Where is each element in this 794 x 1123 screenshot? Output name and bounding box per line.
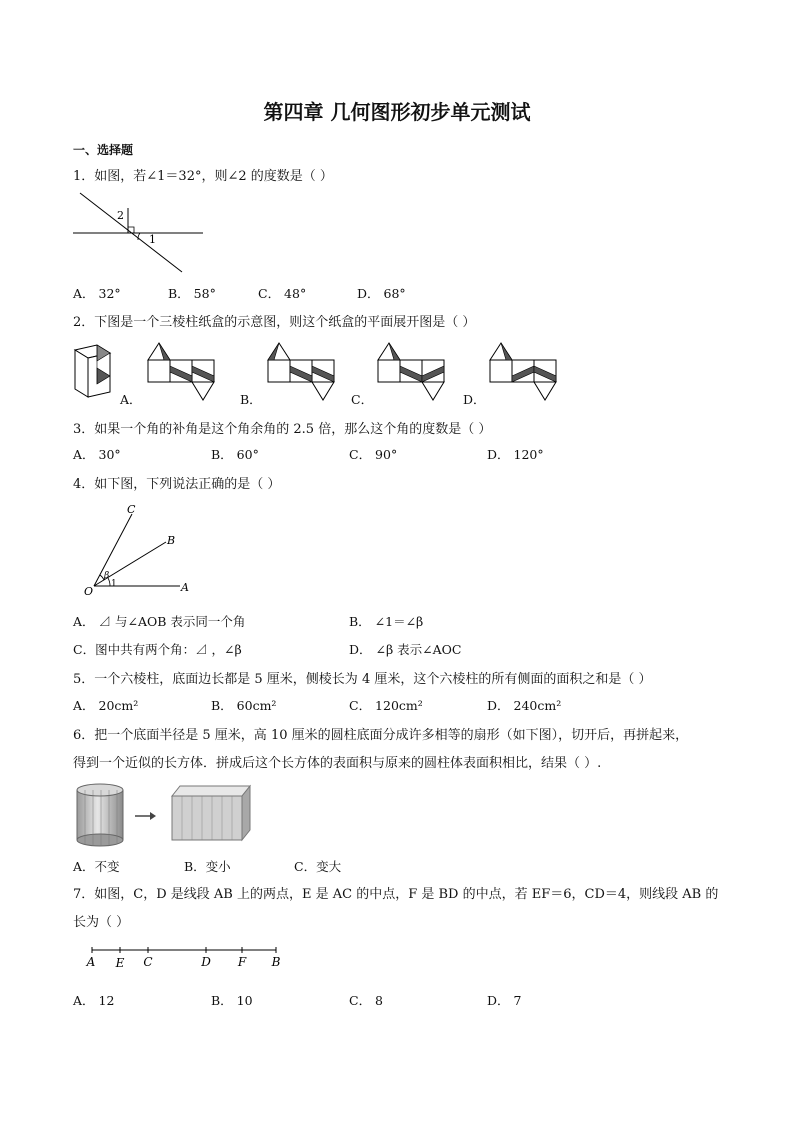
q2-net-b xyxy=(266,340,338,404)
q4-figure xyxy=(80,500,195,600)
q7-stem-line2: 长为（ ） xyxy=(73,915,130,930)
q7-option-c[interactable]: C． 8 xyxy=(349,993,383,1008)
q7-label-d: D xyxy=(201,955,211,969)
q6-cylinder xyxy=(77,784,123,846)
q1-label-1: 1 xyxy=(149,233,156,246)
q4-stem: 4．如下图，下列说法正确的是（ ） xyxy=(73,477,281,492)
q4-option-a[interactable]: A． ⊿ 与∠AOB 表示同一个角 xyxy=(73,614,246,629)
q5-option-b[interactable]: B． 60cm² xyxy=(211,698,277,713)
q7-label-b: B xyxy=(271,955,281,969)
q1-option-a[interactable]: A． 32° xyxy=(73,286,121,301)
page-title: 第四章 几何图形初步单元测试 xyxy=(263,100,531,124)
q4-label-b: B xyxy=(167,534,176,547)
q5-option-c[interactable]: C． 120cm² xyxy=(349,698,423,713)
q6-option-b[interactable]: B．变小 xyxy=(184,859,231,874)
q1-figure xyxy=(70,188,210,276)
q3-option-a[interactable]: A． 30° xyxy=(73,447,121,462)
q6-stem-line2: 得到一个近似的长方体．拼成后这个长方体的表面积与原来的圆柱体表面积相比，结果（ ）. xyxy=(73,756,602,771)
q7-option-a[interactable]: A． 12 xyxy=(73,993,115,1008)
q7-segment-figure xyxy=(82,942,287,972)
q5-stem: 5．一个六棱柱，底面边长都是 5 厘米，侧棱长为 4 厘米，这个六棱柱的所有侧面的面积之和是（ ） xyxy=(73,672,652,687)
q3-option-d[interactable]: D． 120° xyxy=(487,447,544,462)
q1-option-d[interactable]: D． 68° xyxy=(357,286,406,301)
q1-stem: 1．如图，若∠1＝32°，则∠2 的度数是（ ） xyxy=(73,169,333,184)
q4-label-beta: β xyxy=(104,571,110,581)
q4-ray-oc xyxy=(94,514,132,586)
q6-option-c[interactable]: C．变大 xyxy=(294,859,342,874)
q7-option-b[interactable]: B． 10 xyxy=(211,993,253,1008)
q5-option-d[interactable]: D． 240cm² xyxy=(487,698,562,713)
q2-net-d xyxy=(488,340,560,404)
q2-stem: 2．下图是一个三棱柱纸盒的示意图，则这个纸盒的平面展开图是（ ） xyxy=(73,315,476,330)
section-heading: 一、选择题 xyxy=(73,143,134,157)
q5-option-a[interactable]: A． 20cm² xyxy=(73,698,139,713)
arrow-icon xyxy=(135,812,156,820)
q7-label-f: F xyxy=(237,955,247,969)
q1-option-b[interactable]: B． 58° xyxy=(168,286,216,301)
q1-option-c[interactable]: C． 48° xyxy=(258,286,307,301)
q2-prism-figure xyxy=(72,340,116,402)
q7-stem-line1: 7．如图，C，D 是线段 AB 上的两点，E 是 AC 的中点，F 是 BD 的中点，若 EF＝6，CD＝4，则线段 AB 的 xyxy=(73,887,719,902)
q2-option-c[interactable]: C． xyxy=(351,392,374,407)
q6-stem-line1: 6．把一个底面半径是 5 厘米，高 10 厘米的圆柱底面分成许多相等的扇形（如下图），切开后，再拼起来， xyxy=(73,728,689,743)
q2-net-c xyxy=(376,340,448,404)
q1-label-2: 2 xyxy=(117,209,124,222)
q6-cuboid xyxy=(172,786,250,840)
q2-net-a xyxy=(146,340,218,404)
q7-label-c: C xyxy=(143,955,153,969)
q4-label-a: A xyxy=(181,581,189,594)
q4-option-c[interactable]: C．图中共有两个角：⊿ ，∠β xyxy=(73,642,242,657)
q4-label-1: 1 xyxy=(111,579,117,589)
q6-figure xyxy=(72,780,262,848)
q6-option-a[interactable]: A．不变 xyxy=(73,859,120,874)
q2-option-b[interactable]: B． xyxy=(240,392,262,407)
q2-option-a[interactable]: A． xyxy=(120,392,142,407)
q4-option-b[interactable]: B． ∠1＝∠β xyxy=(349,614,424,629)
q4-label-c: C xyxy=(127,503,136,516)
q2-option-d[interactable]: D． xyxy=(463,392,486,407)
q3-stem: 3．如果一个角的补角是这个角余角的 2.5 倍，那么这个角的度数是（ ） xyxy=(73,422,492,437)
q3-option-b[interactable]: B． 60° xyxy=(211,447,259,462)
q4-label-o: O xyxy=(84,585,94,598)
q3-option-c[interactable]: C． 90° xyxy=(349,447,398,462)
q7-label-e: E xyxy=(115,956,125,970)
q4-option-d[interactable]: D． ∠β 表示∠AOC xyxy=(349,642,462,657)
q7-label-a: A xyxy=(86,955,96,969)
q7-option-d[interactable]: D． 7 xyxy=(487,993,522,1008)
